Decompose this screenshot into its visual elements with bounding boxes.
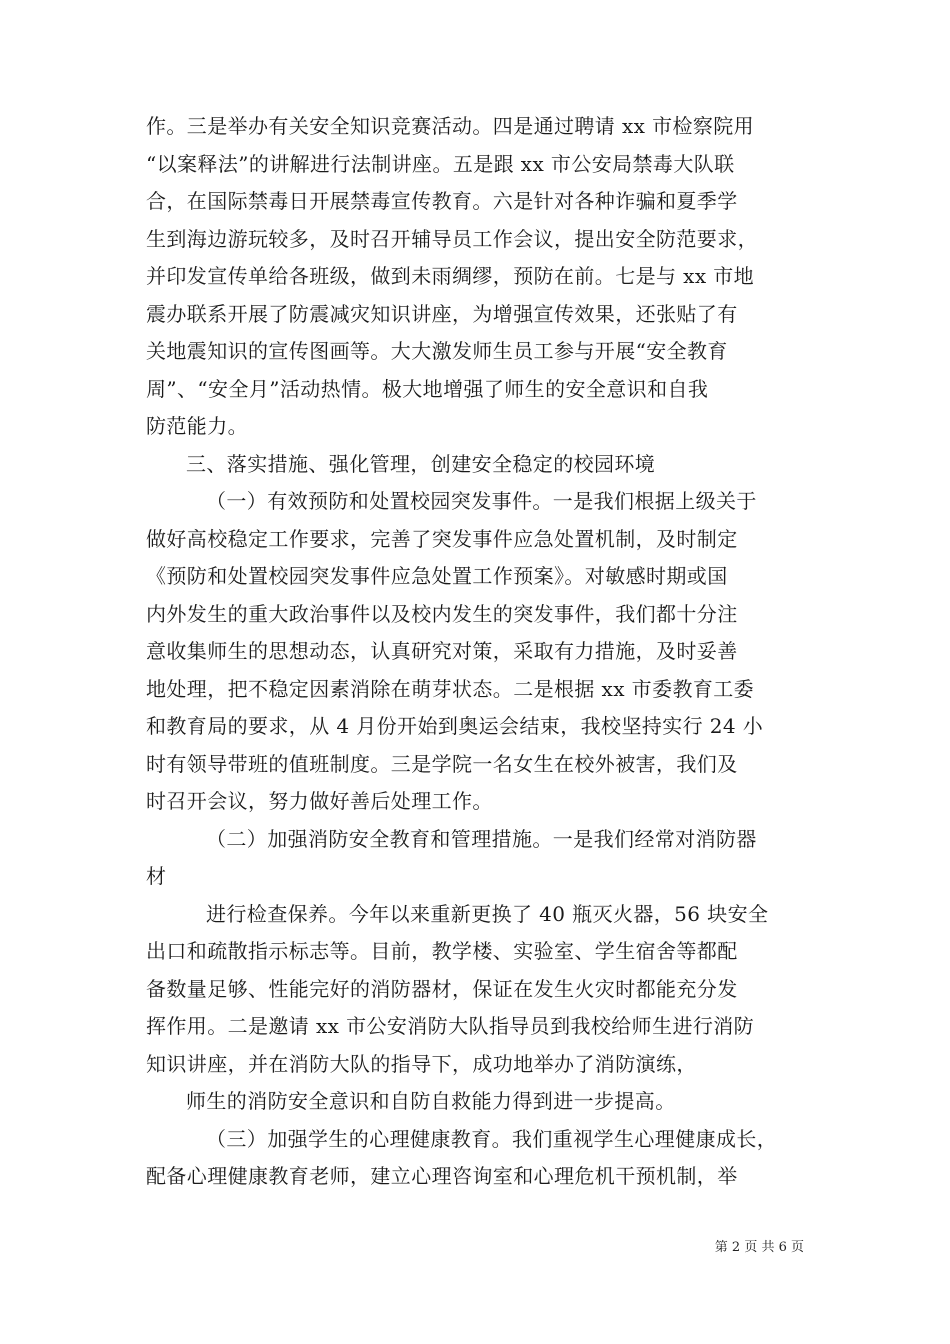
text-line: 师生的消防安全意识和自防自救能力得到进一步提高。 — [186, 1089, 676, 1113]
text-line: 出口和疏散指示标志等。目前，教学楼、实验室、学生宿舍等都配 — [146, 939, 738, 963]
text-line: 合，在国际禁毒日开展禁毒宣传教育。六是针对各种诈骗和夏季学 — [146, 189, 738, 213]
text-line: 作。三是举办有关安全知识竞赛活动。四是通过聘请 xx 市检察院用 — [146, 114, 755, 138]
text-line: 知识讲座，并在消防大队的指导下，成功地举办了消防演练， — [146, 1051, 697, 1076]
text-line: 周”、“安全月”活动热情。极大地增强了师生的安全意识和自我 — [146, 376, 709, 401]
subsection-heading: （二）加强消防安全教育和管理措施。一是我们经常对消防器 — [206, 826, 757, 851]
document-body — [146, 108, 806, 1196]
text-line: 和教育局的要求，从 4 月份开始到奥运会结束，我校坚持实行 24 小 — [146, 714, 764, 738]
text-line: 意收集师生的思想动态，认真研究对策，采取有力措施，及时妥善 — [146, 639, 738, 663]
subsection-heading: （三）加强学生的心理健康教育。我们重视学生心理健康成长， — [206, 1126, 778, 1151]
text-line: 防范能力。 — [146, 414, 248, 438]
text-line: 生到海边游玩较多，及时召开辅导员工作会议，提出安全防范要求， — [146, 226, 758, 251]
text-line: 材 — [146, 864, 167, 888]
text-line: 备数量足够、性能完好的消防器材，保证在发生火灾时都能充分发 — [146, 976, 738, 1001]
text-line: 时召开会议，努力做好善后处理工作。 — [146, 789, 493, 813]
text-line: 内外发生的重大政治事件以及校内发生的突发事件，我们都十分注 — [146, 601, 738, 626]
text-line: 并印发宣传单给各班级，做到未雨绸缪，预防在前。七是与 xx 市地 — [146, 264, 755, 288]
text-line: 配备心理健康教育老师，建立心理咨询室和心理危机干预机制，举 — [146, 1164, 738, 1188]
text-line: 做好高校稳定工作要求，完善了突发事件应急处置机制，及时制定 — [146, 526, 738, 551]
text-line: “以案释法”的讲解进行法制讲座。五是跟 xx 市公安局禁毒大队联 — [146, 151, 735, 176]
text-line: 进行检查保养。今年以来重新更换了 40 瓶灭火器，56 块安全 — [206, 901, 769, 926]
subsection-heading: （一）有效预防和处置校园突发事件。一是我们根据上级关于 — [206, 489, 757, 513]
text-line: 挥作用。二是邀请 xx 市公安消防大队指导员到我校给师生进行消防 — [146, 1014, 755, 1038]
section-heading: 三、落实措施、强化管理，创建安全稳定的校园环境 — [186, 451, 656, 476]
text-line: 《预防和处置校园突发事件应急处置工作预案》。对敏感时期或国 — [146, 564, 728, 588]
page-number-footer: 第 2 页 共 6 页 — [714, 1240, 804, 1255]
text-line: 时有领导带班的值班制度。三是学院一名女生在校外被害，我们及 — [146, 751, 738, 776]
text-line: 地处理，把不稳定因素消除在萌芽状态。二是根据 xx 市委教育工委 — [146, 676, 755, 701]
text-line: 关地震知识的宣传图画等。大大激发师生员工参与开展“安全教育 — [146, 339, 728, 363]
text-line: 震办联系开展了防震减灾知识讲座，为增强宣传效果，还张贴了有 — [146, 301, 738, 326]
